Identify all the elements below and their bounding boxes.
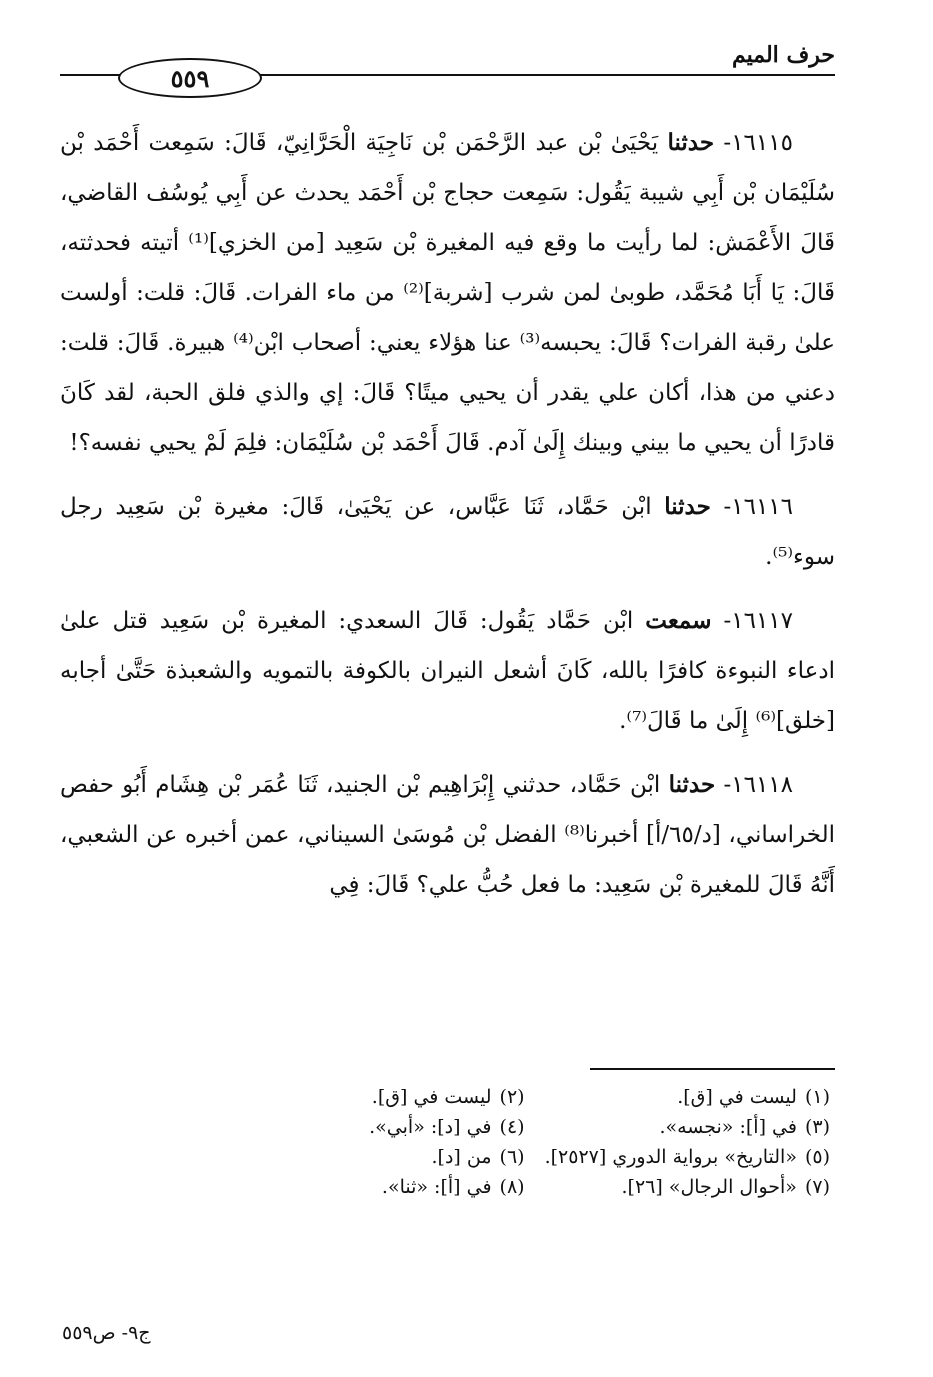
footnote-number: (٦) [499,1146,525,1168]
footnotes [270,1086,830,1198]
entry-text: ابْن حَمَّاد، ثَنَا عَبَّاس، عن يَحْيَىٰ، قَالَ: مغيرة بْن سَعِيد رجل سوء⁽⁵⁾. [60,494,835,570]
entry-lead-word: حدثنا [667,129,715,156]
entry-lead-word: سمعت [645,607,712,634]
footnote-separator [590,1068,835,1070]
page-number-oval [118,58,262,98]
entry-16116 [60,482,835,582]
entry-number: ١٦١١٧- [723,608,794,634]
entry-text: يَحْيَىٰ بْن عبد الرَّحْمَن بْن نَاجِيَة الْحَرَّانِيّ، قَالَ: سَمِعت أَحْمَد بْن سُلَيْمَان بْن أَبِي شيبة يَقُول: سَمِعت حجاج بْن أَحْمَد يحدث عن أَبِي يُوسُف القاضي، قَالَ الأَعْمَش: لما رأيت ما وقع فيه المغيرة بْن سَعِيد [من الخزي]⁽¹⁾ أتيته فحدثته، قَالَ: يَا أَبَا مُحَمَّد، طوبىٰ لمن شرب [شربة]⁽²⁾ من ماء الفرات. قَالَ: قلت: أولست علىٰ رقبة الفرات؟ قَالَ: يحبسه⁽³⁾ عنا هؤلاء يعني: أصحاب ابْن⁽⁴⁾ هبيرة. قَالَ: قلت: دعني من هذا، أكان علي يقدر أن يحيي ميتًا؟ قَالَ: إي والذي فلق الحبة، لقد كَانَ قادرًا أن يحيي ما بيني وبينك إِلَىٰ آدم. قَالَ أَحْمَد بْن سُلَيْمَان: فلِمَ لَمْ يحيي نفسه؟! [60,130,836,456]
entry-16118 [60,760,835,910]
footnote-number: (١) [804,1086,830,1108]
footnote-text: ليست في [ق]. [371,1086,492,1108]
footnote-1 [545,1086,830,1108]
entry-number: ١٦١١٨- [723,772,794,798]
footnote-4 [270,1116,525,1138]
footnote-number: (٥) [804,1146,830,1168]
page-header [60,40,835,100]
footnote-text: في [أ]: «ثنا». [381,1176,492,1198]
footnote-number: (٨) [499,1176,525,1198]
main-text [60,118,835,924]
footnote-number: (٢) [499,1086,525,1108]
entry-number: ١٦١١٥- [723,130,793,156]
entry-16117 [60,596,835,746]
footnote-number: (٤) [499,1116,525,1138]
footnote-3 [545,1116,830,1138]
footnote-text: «التاريخ» برواية الدوري [٢٥٢٧]. [544,1146,797,1168]
entry-text: ابْن حَمَّاد يَقُول: قَالَ السعدي: المغيرة بْن سَعِيد قتل علىٰ ادعاء النبوءة كافرًا بالله، كَانَ أشعل النيران بالكوفة بالتمويه والشعبذة حَتَّىٰ أجابه [خلق]⁽⁶⁾ إِلَىٰ ما قَالَ⁽⁷⁾. [60,608,835,734]
footnote-7 [545,1176,830,1198]
page-number: ٥٥٩ [170,63,210,93]
footnote-text: في [د]: «أبي». [369,1116,492,1138]
footnote-8 [270,1176,525,1198]
footnote-text: من [د]. [431,1146,492,1168]
entry-lead-word: حدثنا [664,493,711,520]
folio-reference: ج٩- ص٥٥٩ [62,1322,151,1344]
footnote-text: في [أ]: «نجسه». [659,1116,797,1138]
footnote-number: (٧) [804,1176,830,1198]
footnote-text: «أحوال الرجال» [٢٦]. [621,1176,797,1198]
entry-text: ابْن حَمَّاد، حدثني إِبْرَاهِيم بْن الجنيد، ثَنَا عُمَر بْن هِشَام أَبُو حفص الخراساني، [د/٦٥/أ] أخبرنا⁽⁸⁾ الفضل بْن مُوسَىٰ السيناني، عمن أخبره عن الشعبي، أَنَّهُ قَالَ للمغيرة بْن سَعِيد: ما فعل حُبُّ علي؟ قَالَ: فِي [60,772,835,898]
entry-number: ١٦١١٦- [723,494,794,520]
footnote-text: ليست في [ق]. [677,1086,797,1108]
footnote-6 [270,1146,525,1168]
footnote-2 [270,1086,525,1108]
footnote-5 [545,1146,830,1168]
chapter-title: حرف الميم [724,42,835,68]
footnote-number: (٣) [804,1116,830,1138]
entry-lead-word: حدثنا [668,771,716,798]
entry-16115 [60,118,835,468]
